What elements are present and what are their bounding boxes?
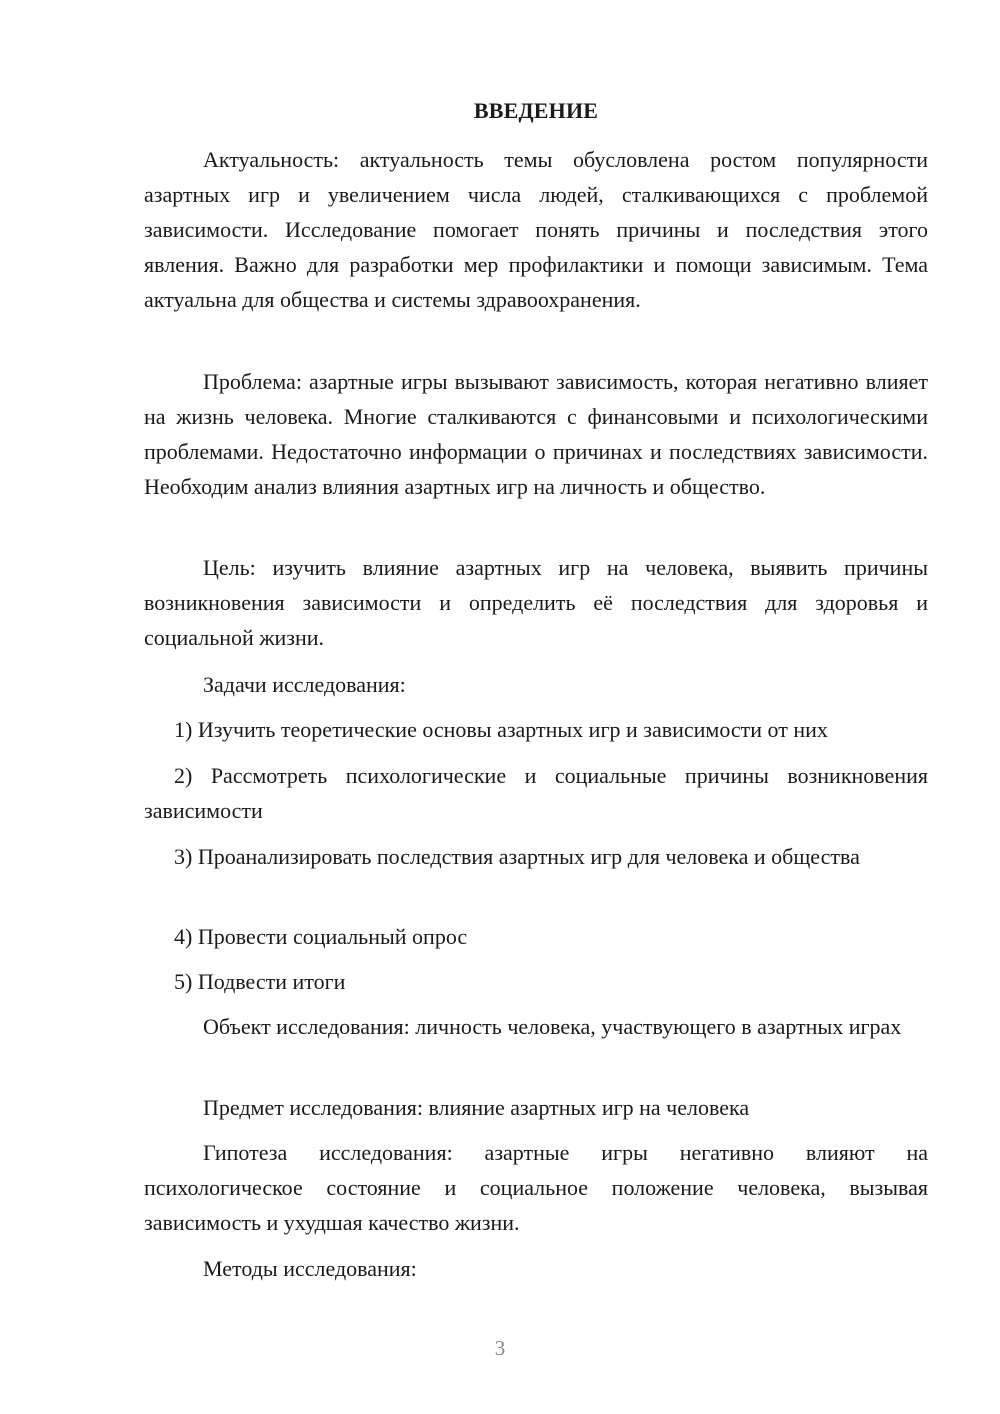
list-item bbox=[144, 839, 928, 874]
page-number: 3 bbox=[494, 1336, 506, 1360]
object-text: Объект исследования: личность человека, участвующего в азартных играх bbox=[203, 1014, 902, 1039]
paragraph-tasks-heading bbox=[144, 667, 928, 702]
list-item bbox=[144, 964, 928, 999]
task-1: 1) Изучить теоретические основы азартных игр и зависимости от них bbox=[174, 717, 828, 742]
paragraph-methods-heading bbox=[144, 1251, 928, 1286]
task-2: 2) Рассмотреть психологические и социальные причины возникновения зависимости bbox=[144, 763, 928, 823]
page-title: ВВЕДЕНИЕ bbox=[473, 98, 599, 123]
tasks-heading: Задачи исследования: bbox=[203, 672, 406, 697]
paragraph-object bbox=[144, 1009, 928, 1044]
list-item bbox=[144, 712, 928, 747]
paragraph-relevance bbox=[144, 142, 928, 317]
task-5: 5) Подвести итоги bbox=[174, 969, 346, 994]
paragraph-problem bbox=[144, 364, 928, 504]
task-4: 4) Провести социальный опрос bbox=[174, 924, 468, 949]
hypothesis-text: Гипотеза исследования: азартные игры негативно влияют на психологическое состояние и социальное положение человека, вызывая зависимость и ухудшая качество жизни. bbox=[144, 1140, 928, 1235]
list-item bbox=[144, 919, 928, 954]
paragraph-goal bbox=[144, 550, 928, 655]
paragraph-hypothesis bbox=[144, 1135, 928, 1240]
list-item bbox=[144, 758, 928, 828]
methods-heading: Методы исследования: bbox=[203, 1256, 417, 1281]
goal-text: Цель: изучить влияние азартных игр на человека, выявить причины возникновения зависимости и определить её последствия для здоровья и социальной жизни. bbox=[144, 555, 928, 650]
task-3: 3) Проанализировать последствия азартных игр для человека и общества bbox=[174, 844, 860, 869]
relevance-text: Актуальность: актуальность темы обусловлена ростом популярности азартных игр и увеличением числа людей, сталкивающихся с проблемой зависимости. Исследование помогает понять причины и последствия этого явления. Важно для разработки мер профилактики и помощи зависимым. Тема актуальна для общества и системы здравоохранения. bbox=[144, 147, 928, 312]
problem-text: Проблема: азартные игры вызывают зависимость, которая негативно влияет на жизнь человека. Многие сталкиваются с финансовыми и психологическими проблемами. Недостаточно информации о причинах и последствиях зависимости. Необходим анализ влияния азартных игр на личность и общество. bbox=[144, 369, 928, 499]
paragraph-subject bbox=[144, 1090, 928, 1125]
subject-text: Предмет исследования: влияние азартных игр на человека bbox=[203, 1095, 750, 1120]
